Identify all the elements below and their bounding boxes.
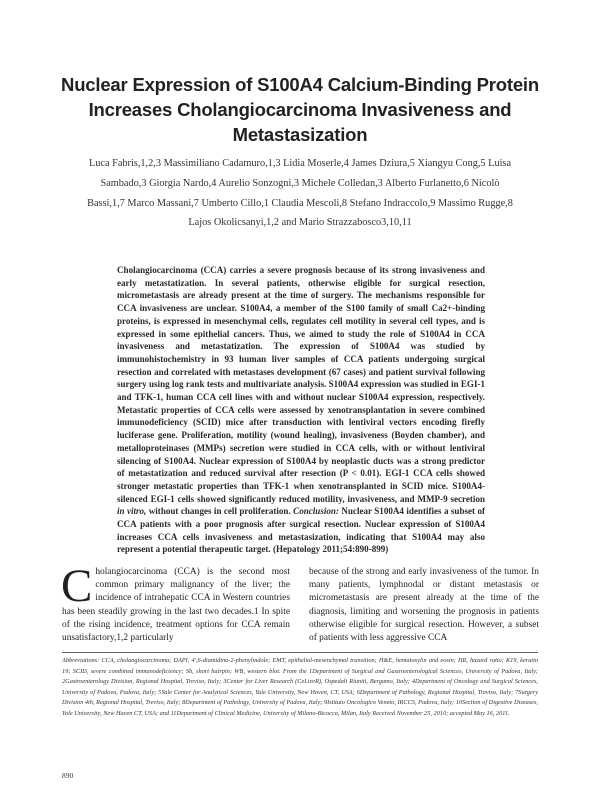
body-column-left [61,560,290,645]
article-title: Nuclear Expression of S100A4 Calcium-Binding Protein Increases Cholangiocarcinoma Invasiveness and Metastasization [61,74,539,145]
affiliations-note: From the 1Department of Surgical and Gastroenterological Sciences, University of Padova, Italy; 2Gastroenterology Division, Regional Hospital, Treviso, Italy; 3Center for Liver Research (CeLiveR), Ospedali Riuniti, Bergamo, Italy; 4Department of Oncology and Surgical Sciences, University of Padova, Padova, Italy; 5Yale Center for Analytical Sciences, Yale University, New Haven, CT, USA; 6Department of Pathology, Regional Hospital, Treviso, Italy; 7Surgery Division 4th, Regional Hospital, Treviso, Italy; 8Department of Pathology, University of Padova, Italy; 9Istituto Oncologico Veneto, IRCCS, Padova, Italy; 10Section of Digestive Diseases, Yale University, New Haven CT, USA; and 11Department of Clinical Medicine, University of Milano-Bicocca, Milan, Italy [62,667,538,717]
abstract [117,264,485,556]
abstract-body: Cholangiocarcinoma (CCA) carries a severe prognosis because of its strong invasiveness and early metastatization. In several patients, otherwise eligible for surgical resection, micrometastasis are already present at the time of surgery. The mechanisms responsible for CCA invasiveness are unclear. S100A4, a member of the S100 family of small Ca2+-binding proteins, is expressed in mesenchymal cells, regulates cell motility in several cell types, and is expressed in some epithelial cancers. Thus, we aimed to study the role of S100A4 in CCA invasiveness and metastatization. The expression of S100A4 was studied by immunohistochemistry in 93 human liver samples of CCA patients undergoing surgical resection and correlated with metastases development (67 cases) and patient survival following surgery using log rank tests and multivariate analysis. S100A4 expression was studied in EGI-1 and TFK-1, human CCA cell lines with and without nuclear S100A4 expression, respectively. Metastatic properties of CCA cells were assessed by xenotransplantation in severe combined immunodeficiency (SCID) mice after transduction with lentiviral vectors encoding firefly luciferase gene. Proliferation, motility (wound healing), invasiveness (Boyden chamber), and metalloproteinases (MMPs) secretion were studied in CCA cells, with or without lentiviral silencing of S100A4. Nuclear expression of S100A4 by neoplastic ducts was a strong predictor of metastatization and reduced survival after resection (P < 0.01). EGI-1 CCA cells showed stronger metastatic properties than TFK-1 when xenotransplanted in SCID mice. S100A4-silenced EGI-1 cells showed significantly reduced motility, invasiveness, and MMP-9 secretion [117,265,485,504]
abstract-tail: without changes in cell proliferation. [146,506,291,517]
body-text-left: holangiocarcinoma (CCA) is the second most common primary malignancy of the liver; the incidence of intrahepatic CCA in Western countries has been steadily growing in the last two decades.1 In spite of the rising incidence, treatment options for CCA remain unsatisfactory,1,2 particularly [62,567,290,644]
author-list: Luca Fabris,1,2,3 Massimiliano Cadamuro,1,3 Lidia Moserle,4 James Dziura,5 Xiangyu Cong,5 Luisa Sambado,3 Giorgia Nardo,4 Aurelio Sonzogni,3 Michele Colledan,3 Alberto Furlanetto,6 Nicolò Bassi,1,7 Marco Massani,7 Umberto Cillo,1 Claudia Mescoli,8 Stefano Indraccolo,9 Massimo Rugge,8 Lajos Okolicsanyi,1,2 and Mario Strazzabosco3,10,11 [87,158,513,229]
page-number: 890 [62,771,74,780]
abstract-citation: (Hepatology 2011;54:890-899) [270,544,389,555]
drop-cap: C [61,560,93,612]
conclusion-label: Conclusion: [293,506,339,517]
abstract-in-vitro: in vitro, [117,506,147,517]
abbreviations-note: Abbreviations: CCA, cholangiocarcinoma; DAPI, 4',6-diamidino-2-phenylindole; EMT, epithelial-mesenchymal transition; H&E, hematoxylin and eosin; HR, hazard ratio; K19, keratin 19; SCID, severe combined immunodeficiency; Sh, short hairpin; WB, western blot. [62,657,538,675]
footnotes [62,656,538,720]
footnote-divider [62,652,538,653]
body-column-right [309,566,539,645]
received-note: Received November 25, 2010; accepted May 16, 2011. [372,709,510,717]
abstract-conclusion: Nuclear S100A4 identifies a subset of CCA patients with a poor prognosis after surgical resection. Nuclear expression of S100A4 increases CCA cells invasiveness and metastasization, indicating that S100A4 may also represent a potential therapeutic target. [117,506,486,555]
body-text-right: because of the strong and early invasiveness of the tumor. In many patients, lymphnodal or distant metastasis or micrometastasis are present already at the time of the diagnosis, limiting and worsening the prognosis in patients otherwise eligible for surgical resection. However, a subset of patients with less aggressive CCA [309,567,539,644]
